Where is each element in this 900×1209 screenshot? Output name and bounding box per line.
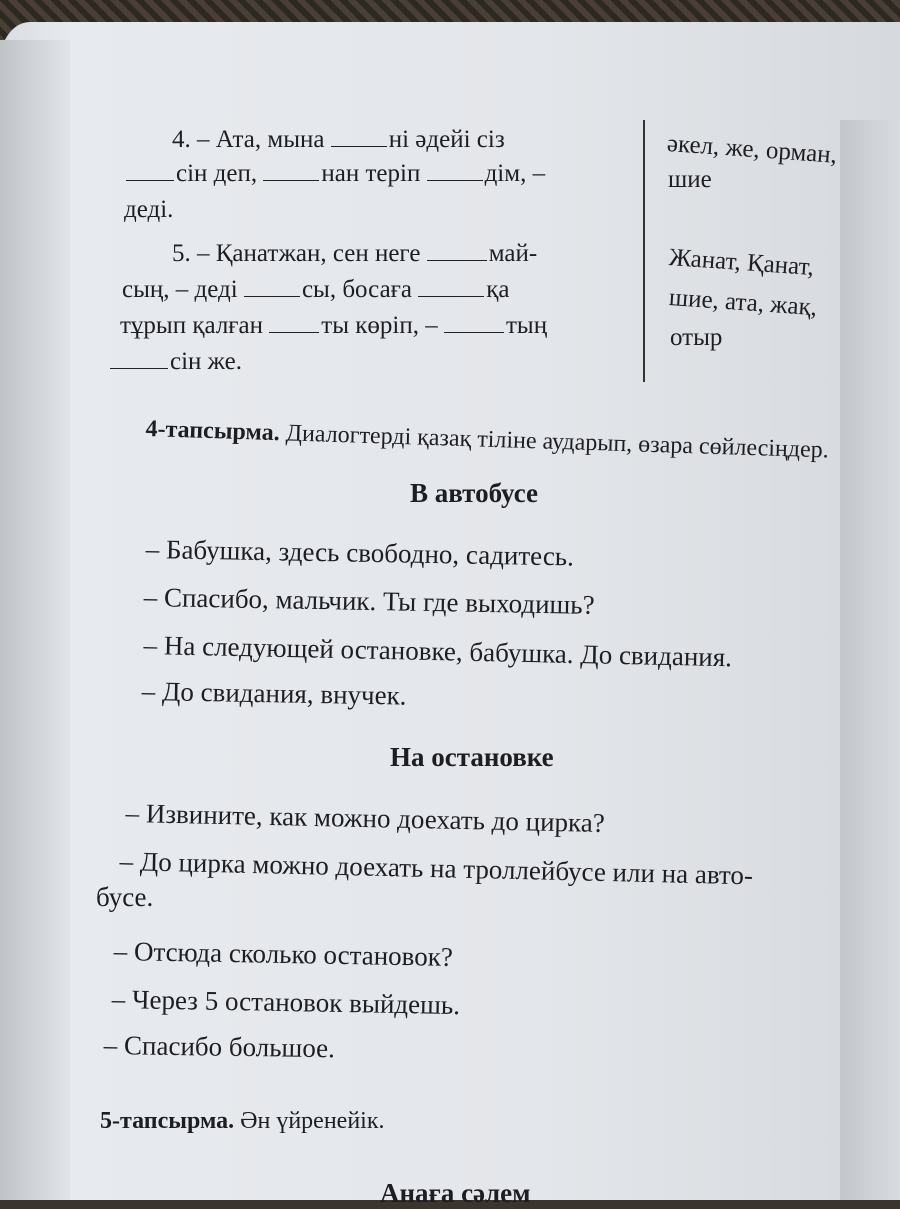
hint5-line3: отыр <box>670 324 723 351</box>
task4-text: Диалогтерді қазақ тіліне аударып, өзара сөйлесіңдер. <box>285 420 830 464</box>
task5-text: Ән үйренейік. <box>240 1108 385 1134</box>
dialog1-line3: – На следующей остановке, бабушка. До свидания. <box>143 630 733 673</box>
dialog2-line2: – До цирка можно доехать на троллейбусе или на авто- <box>119 846 754 891</box>
ex4-line3: деді. <box>124 196 174 223</box>
hint5-line1: Жанат, Қанат, <box>668 244 815 282</box>
dialog2-line5: – Через 5 остановок выйдешь. <box>111 984 461 1021</box>
ex5-line3: тұрып қалған ты көріп, – тың <box>120 312 548 339</box>
dialog1-line2: – Спасибо, мальчик. Ты где выходишь? <box>143 582 595 620</box>
ex5-line4: сін же. <box>110 348 242 376</box>
task5-heading <box>100 1108 385 1135</box>
task4-label: 4-тапсырма. <box>145 416 281 447</box>
book-spine-shadow <box>0 40 70 1200</box>
ex4-line1: 4. – Ата, мына ні әдейі сіз <box>172 126 505 153</box>
ex5-line2: сың, – деді сы, босаға қа <box>122 276 510 303</box>
dialog2-line3: бусе. <box>96 882 154 912</box>
dialog2-line1: – Извините, как можно доехать до цирка? <box>125 798 606 839</box>
song-title: Анаға сәлем <box>380 1178 531 1208</box>
dialog2-line6: – Спасибо большое. <box>103 1030 336 1064</box>
dialog1-line4: – До свидания, внучек. <box>141 676 407 711</box>
column-divider <box>643 120 645 382</box>
hint4-line1: әкел, же, орман, <box>666 130 838 169</box>
hint4-line2: шие <box>668 166 712 193</box>
next-page-edge <box>840 120 900 1200</box>
dialog2-line4: – Отсюда сколько остановок? <box>113 936 454 972</box>
dialog1-title: В автобусе <box>410 478 539 508</box>
ex4-line2: сін деп, нан теріп дім, – <box>126 160 545 188</box>
ex5-line1: 5. – Қанатжан, сен неге май- <box>172 240 538 267</box>
task5-label: 5-тапсырма. <box>100 1108 235 1134</box>
dialog2-title: На остановке <box>390 742 554 772</box>
dialog1-line1: – Бабушка, здесь свободно, садитесь. <box>145 534 575 572</box>
hint5-line2: шие, ата, жақ, <box>668 284 818 322</box>
